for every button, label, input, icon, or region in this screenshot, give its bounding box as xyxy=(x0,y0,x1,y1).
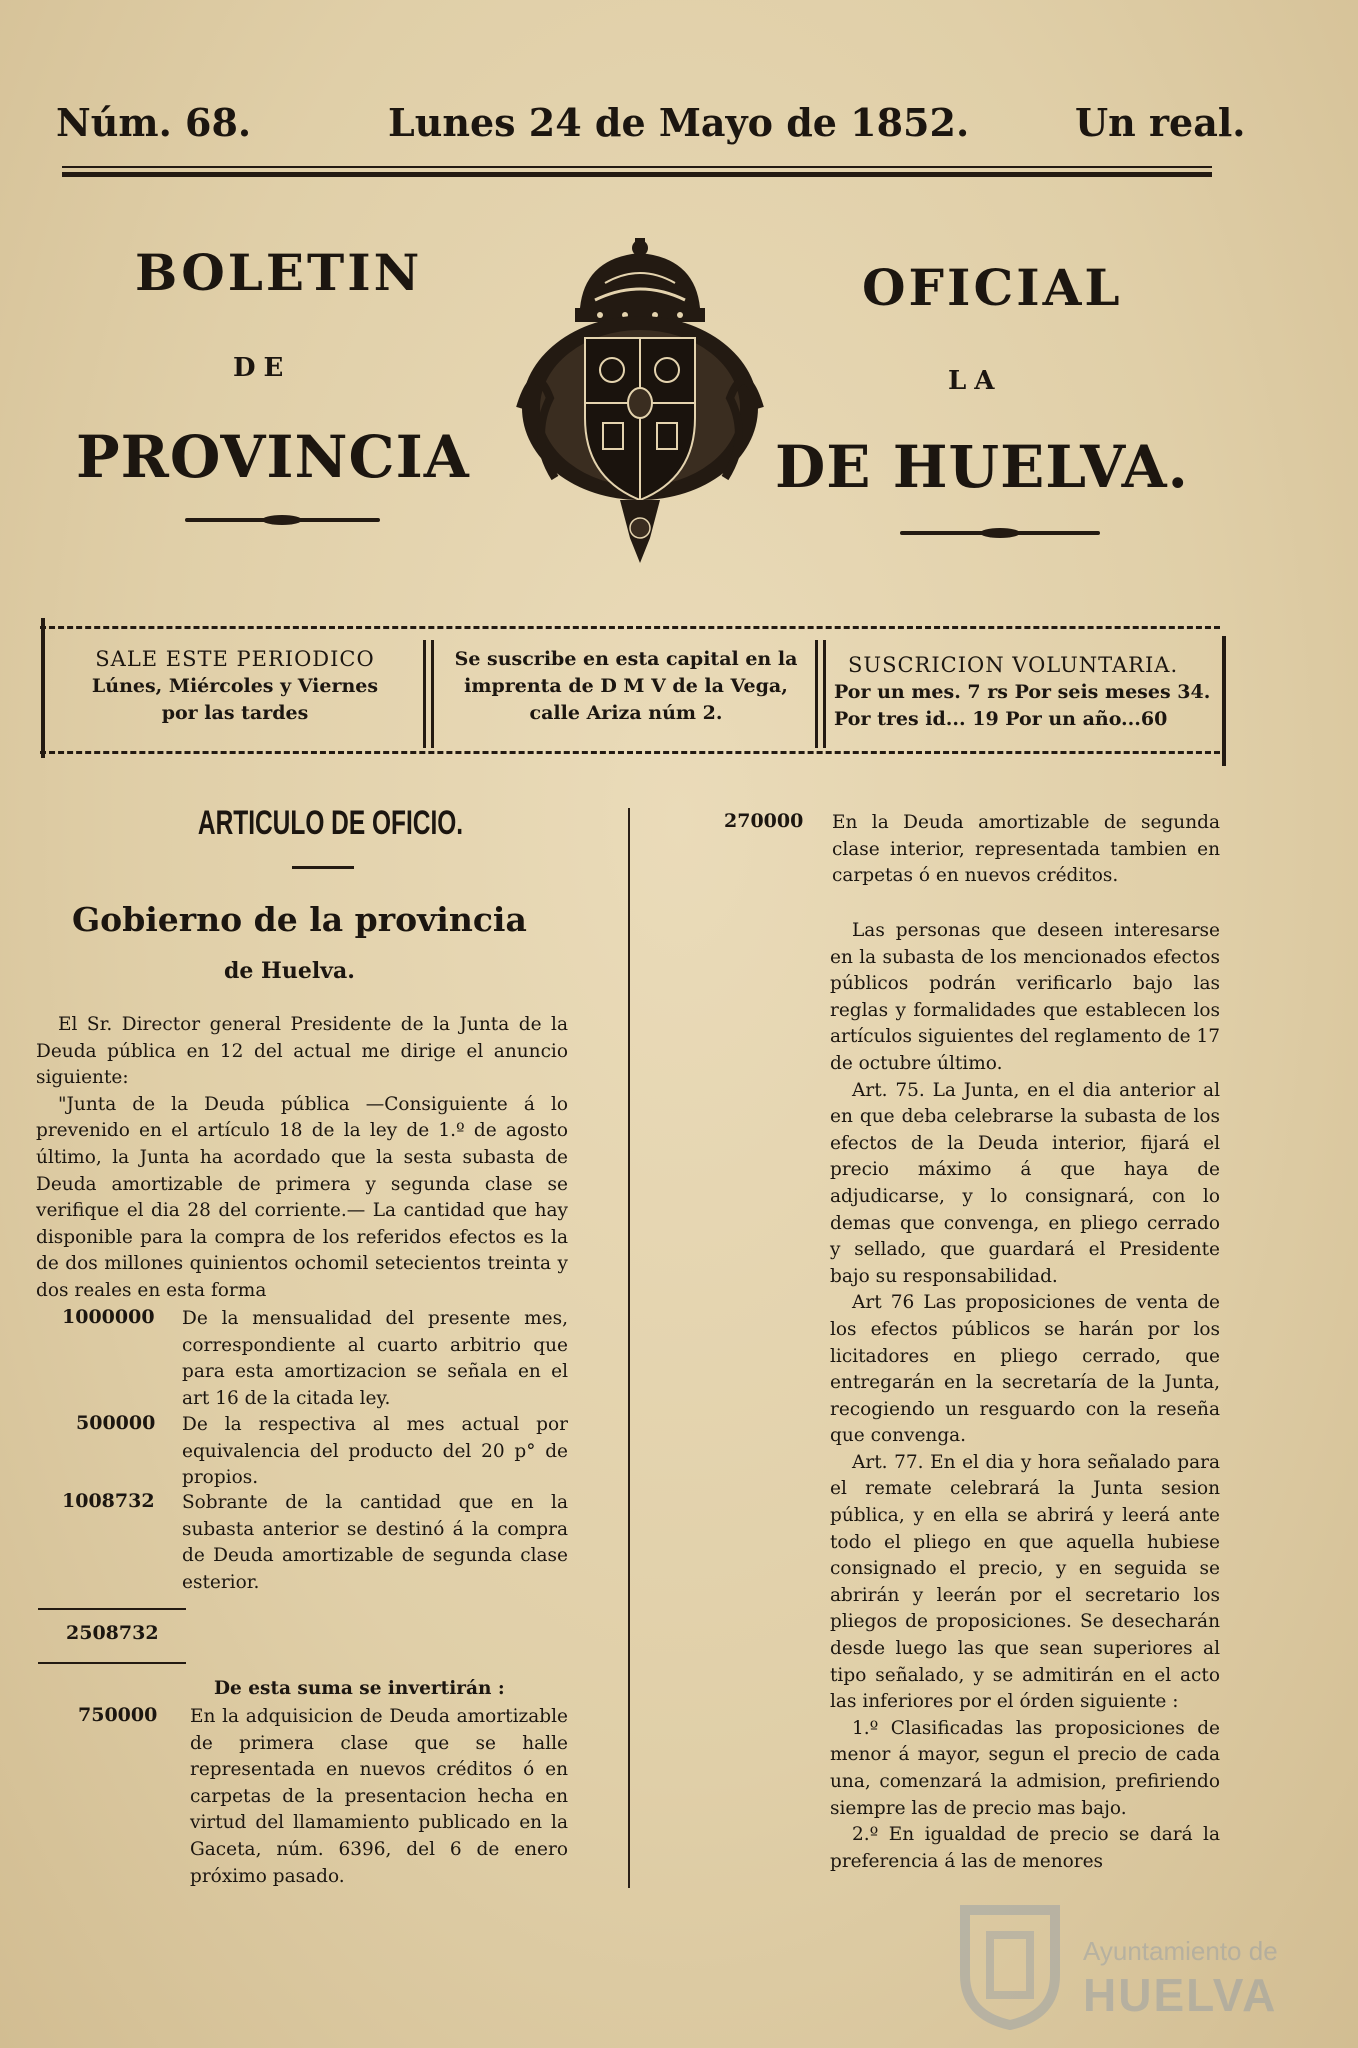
title-de: DE xyxy=(233,353,292,383)
rule-2: 2.º En igualdad de precio se dará la preferencia á las de menores xyxy=(830,1824,1220,1872)
band-place-line-2: imprenta de D M V de la Vega, xyxy=(464,675,788,697)
band-divider-2a xyxy=(815,640,818,748)
band-edge-right xyxy=(1212,636,1226,766)
band-place-line-1: Se suscribe en esta capital en la xyxy=(454,648,798,670)
issue-number: Núm. 68. xyxy=(56,100,252,145)
title-de-huelva: DE HUELVA. xyxy=(775,433,1189,501)
intro-paragraph: El Sr. Director general Presidente de la Junta de la Deuda pública en 12 del actual me dirige el anuncio siguiente: xyxy=(36,1014,568,1089)
band-subscription-place xyxy=(446,646,806,727)
item-amount: 500000 xyxy=(76,1412,156,1434)
invest-amount: 750000 xyxy=(78,1704,158,1726)
ornament-center-left xyxy=(262,515,302,525)
right-text-block xyxy=(830,918,1220,1875)
section-title-wrap xyxy=(58,804,603,843)
band-place-line-3: calle Ariza núm 2. xyxy=(529,702,723,724)
item-amount: 1008732 xyxy=(62,1490,155,1512)
paragraph-personas: Las personas que deseen interesarse en la subasta de los mencionados efectos públicos podrán verificarlo bajo las reglas y formalidades que establecen los artículos siguientes del reglamento de 17 de octubre último. xyxy=(830,920,1220,1074)
band-divider-2b xyxy=(823,640,826,748)
right-item-text: En la Deuda amortizable de segunda clase interior, representada tambien en carpetas ó en nuevos créditos. xyxy=(832,812,1220,887)
article-75: Art. 75. La Junta, en el dia anterior al en que deba celebrarse la subasta de los efectos de la Deuda interior, fijará el precio máximo á que haya de adjudicarse, y lo consignará, con lo demas que convenga, en pliego cerrado y sellado, que guardará el Presidente bajo su responsabilidad. xyxy=(830,1079,1220,1287)
watermark-line-1: Ayuntamiento de xyxy=(1083,1936,1278,1966)
band-border-top xyxy=(40,626,1220,629)
band-schedule-days: Lúnes, Miércoles y Viernes xyxy=(91,675,379,697)
column-divider xyxy=(628,808,630,1888)
heading-huelva: de Huelva. xyxy=(224,958,355,984)
header-rule-top xyxy=(62,166,1212,168)
title-provincia: PROVINCIA xyxy=(76,423,470,491)
invest-text: En la adquisicion de Deuda amortizable de primera clase que se halle representada en nuevos créditos ó en carpetas de la presentacion hecha en virtud del llamamiento publicado en la Gaceta, núm. 6396, del 6 de enero próximo pasado. xyxy=(190,1706,568,1887)
article-77: Art. 77. En el dia y hora señalado para el remate celebrará la Junta sesion pública, y en ella se abrirá y leerá ante todo el pliego en que aquella hubiese consignado el precio, y en seguida se abrirán y leerán por el secretario los pliegos de proposiciones. Se desecharán desde luego las que sean superiores al tipo señalado, y se admitirán en el acto las inferiores por el órden siguiente : xyxy=(830,1451,1220,1713)
ornament-center-right xyxy=(980,528,1020,538)
item-text: De la mensualidad del presente mes, correspondiente al cuarto arbitrio que para esta amortizacion se señala en el art 16 de la citada ley. xyxy=(182,1308,568,1409)
band-border-bottom xyxy=(40,751,1220,754)
total-amount: 2508732 xyxy=(66,1622,159,1644)
total-rule-top xyxy=(38,1608,186,1610)
band-prices-line-1: Por un mes. 7 rs Por seis meses 34. xyxy=(834,681,1211,703)
band-schedule xyxy=(75,646,395,727)
heading-gobierno: Gobierno de la provincia xyxy=(72,900,527,939)
band-subscription-prices xyxy=(834,652,1211,733)
issue-price: Un real. xyxy=(1075,100,1246,145)
band-divider-1a xyxy=(423,640,426,748)
title-la: LA xyxy=(948,366,1003,396)
rule-1: 1.º Clasificadas las proposiciones de menor á mayor, segun el precio de cada una, comenzará la admision, prefiriendo siempre las de precio mas bajo. xyxy=(830,1717,1220,1819)
watermark-line-2: HUELVA xyxy=(1083,1969,1278,2021)
band-schedule-title: SALE ESTE PERIODICO xyxy=(95,647,375,671)
band-divider-1b xyxy=(431,640,434,748)
title-boletin: BOLETIN xyxy=(135,243,423,302)
item-text: De la respectiva al mes actual por equivalencia del producto del 20 p° de propios. xyxy=(182,1414,568,1489)
announcement-paragraph: "Junta de la Deuda pública —Consiguiente á lo prevenido en el artículo 18 de la ley de 1.º de agosto último, la Junta ha acordado que la sesta subasta de Deuda amortizable de primera y segunda clase se verifique el dia 28 del corriente.— La cantidad que hay disponible para la compra de los referidos efectos es la de dos millones quinientos ochomil setecientos treinta y dos reales en esta forma xyxy=(36,1093,568,1301)
item-amount: 1000000 xyxy=(62,1306,155,1328)
watermark-crest-icon xyxy=(955,1900,1065,2030)
item-text: Sobrante de la cantidad que en la subasta anterior se destinó á la compra de Deuda amortizable de segunda clase esterior. xyxy=(182,1492,568,1593)
issue-date: Lunes 24 de Mayo de 1852. xyxy=(388,100,970,145)
band-schedule-time: por las tardes xyxy=(161,702,309,724)
coat-of-arms-icon xyxy=(505,238,775,568)
right-item-amount: 270000 xyxy=(724,810,804,832)
title-oficial: OFICIAL xyxy=(862,258,1123,317)
article-76: Art 76 Las proposiciones de venta de los efectos públicos se harán por los licitadores en pliego cerrado, que entregarán en la secretaría de la Junta, recogiendo un resguardo con la reseña que convenga. xyxy=(830,1292,1220,1447)
band-prices-title: SUSCRICION VOLUNTARIA. xyxy=(848,653,1179,677)
band-prices-line-2: Por tres id... 19 Por un año...60 xyxy=(834,708,1168,730)
section-title: ARTICULO DE OFICIO. xyxy=(197,804,464,842)
total-rule-bottom xyxy=(38,1662,186,1664)
section-rule xyxy=(292,866,354,869)
invest-intro: De esta suma se invertirán : xyxy=(214,1678,505,1699)
header-rule-bottom xyxy=(62,172,1212,177)
band-edge-left xyxy=(41,618,55,758)
left-text-block xyxy=(36,1012,568,1305)
